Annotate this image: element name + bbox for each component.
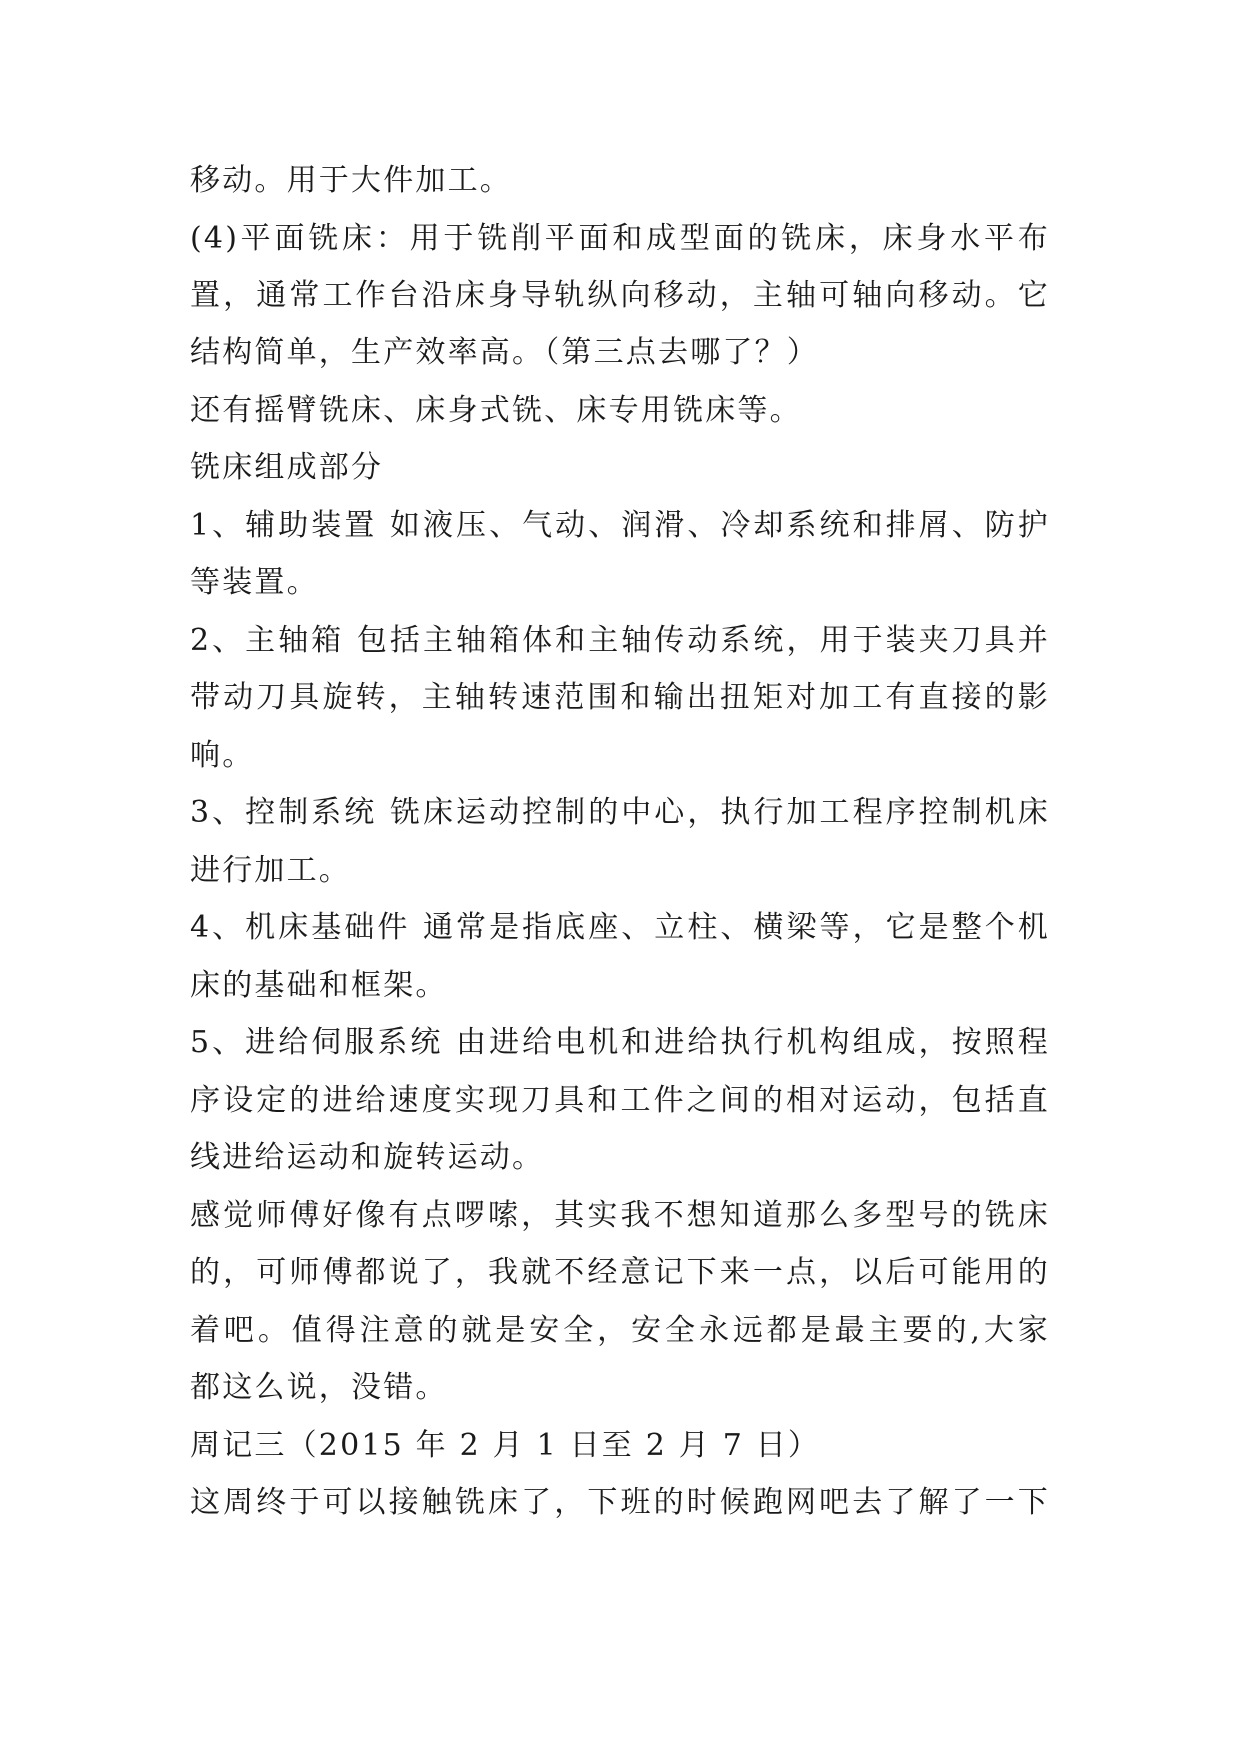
text-line: (4)平面铣床：用于铣削平面和成型面的铣床，床身水平布 [190,221,1050,256]
text-line: 感觉师傅好像有点啰嗦，其实我不想知道那么多型号的铣床 [190,1198,1050,1233]
text-line: 结构简单，生产效率高。（第三点去哪了？） [190,335,819,370]
text-line: 带动刀具旋转，主轴转速范围和输出扭矩对加工有直接的影 [190,680,1050,715]
text-line: 床的基础和框架。 [190,968,448,1003]
text-line: 进行加工。 [190,853,351,888]
text-line: 4、机床基础件 通常是指底座、立柱、横梁等，它是整个机 [190,910,1050,945]
text-line: 都这么说，没错。 [190,1370,448,1405]
text-line: 响。 [190,738,255,773]
text-line: 2、主轴箱 包括主轴箱体和主轴传动系统，用于装夹刀具并 [190,623,1050,658]
text-line: 3、控制系统 铣床运动控制的中心，执行加工程序控制机床 [190,795,1050,830]
text-line: 着吧。值得注意的就是安全，安全永远都是最主要的,大家 [190,1313,1050,1348]
text-line: 5、进给伺服系统 由进给电机和进给执行机构组成，按照程 [190,1025,1050,1060]
text-line: 移动。用于大件加工。 [190,163,512,198]
text-line: 置，通常工作台沿床身导轨纵向移动，主轴可轴向移动。它 [190,278,1050,313]
text-line: 序设定的进给速度实现刀具和工件之间的相对运动，包括直 [190,1083,1050,1118]
section-heading: 周记三（2015 年 2 月 1 日至 2 月 7 日） [190,1428,821,1463]
text-line: 等装置。 [190,565,319,600]
text-line: 的，可师傅都说了，我就不经意记下来一点，以后可能用的 [190,1255,1050,1290]
text-line: 线进给运动和旋转运动。 [190,1140,545,1175]
text-line: 1、辅助装置 如液压、气动、润滑、冷却系统和排屑、防护 [190,508,1050,543]
text-line: 还有摇臂铣床、床身式铣、床专用铣床等。 [190,393,802,428]
section-heading: 铣床组成部分 [190,450,384,485]
text-line: 这周终于可以接触铣床了，下班的时候跑网吧去了解了一下 [190,1485,1050,1520]
